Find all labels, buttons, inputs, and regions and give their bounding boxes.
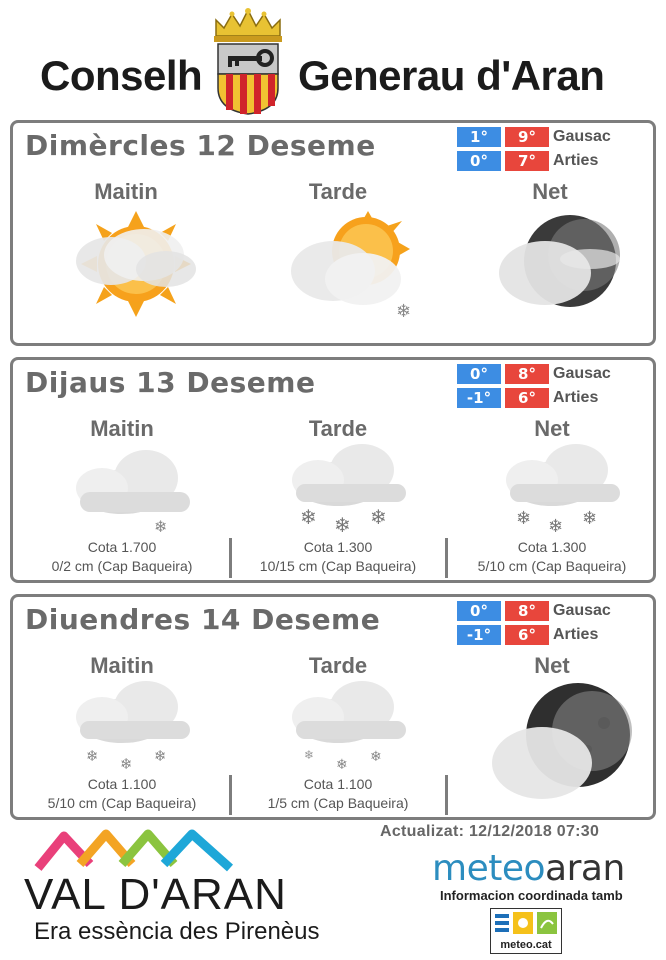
- location-label: Arties: [553, 389, 599, 406]
- day-card-2: [10, 357, 656, 583]
- period-label: Net: [534, 416, 570, 441]
- coat-of-arms-icon: [208, 6, 288, 116]
- location-label: Gausac: [553, 602, 611, 619]
- svg-text:❄: ❄: [300, 505, 317, 529]
- snow-amount: 1/5 cm (Cap Baqueira): [267, 795, 409, 811]
- day-title: Diuendres 14 Deseme: [25, 603, 381, 636]
- period-label: Net: [534, 653, 570, 678]
- day-card-3: [10, 594, 656, 820]
- moon-cloud-icon: [490, 209, 630, 319]
- max-temperature: 7°: [505, 151, 549, 171]
- min-temperature: 0°: [457, 364, 501, 384]
- header-title-left: Conselh: [40, 52, 203, 99]
- temperature-row-gausac: [457, 127, 643, 149]
- sun-cloud-icon: [66, 209, 206, 319]
- svg-text:❄: ❄: [304, 748, 315, 762]
- cloud-snow-icon: [278, 681, 418, 771]
- period-label: Tarde: [308, 416, 368, 441]
- period-label: Net: [532, 179, 568, 204]
- period-night: [447, 416, 657, 580]
- svg-text:❄: ❄: [154, 747, 167, 765]
- meteocat-icon: [495, 912, 557, 936]
- snow-level: Cota 1.100: [87, 776, 157, 792]
- period-morning: [17, 653, 227, 817]
- svg-text:❄: ❄: [582, 508, 598, 529]
- temperature-table: [457, 364, 643, 412]
- cloud-heavy-snow-icon: [278, 444, 418, 534]
- meteoaran-prefix: meteo: [432, 848, 546, 889]
- location-label: Gausac: [553, 365, 611, 382]
- sun-cloud-snow-icon: [278, 209, 418, 319]
- period-afternoon: [233, 416, 443, 580]
- header: [0, 0, 666, 118]
- period-label: Maitin: [94, 179, 158, 204]
- divider: [229, 775, 232, 815]
- val-daran-title: VAL D'ARAN: [24, 870, 287, 919]
- period-label: Maitin: [90, 416, 154, 441]
- cloud-heavy-snow-icon: [492, 444, 632, 534]
- snow-level: Cota 1.300: [517, 539, 587, 555]
- cloud-light-snow-icon: [62, 444, 202, 534]
- svg-text:❄: ❄: [336, 757, 348, 771]
- day-card-1: [10, 120, 656, 346]
- snow-level: Cota 1.700: [87, 539, 157, 555]
- location-label: Arties: [553, 152, 599, 169]
- temperature-row-gausac: [457, 601, 643, 623]
- svg-text:❄: ❄: [370, 505, 387, 529]
- svg-text:❄: ❄: [86, 747, 99, 765]
- cloud-snow-icon: [62, 681, 202, 771]
- temperature-row-gausac: [457, 364, 643, 386]
- snow-level: Cota 1.300: [303, 539, 373, 555]
- mountains-icon: [34, 824, 234, 874]
- max-temperature: 9°: [505, 127, 549, 147]
- val-daran-logo: [20, 824, 360, 954]
- period-night: [445, 179, 655, 339]
- meteoaran-subtitle: Informacion coordinada tamb: [440, 888, 623, 903]
- period-morning: [17, 416, 227, 580]
- location-label: Arties: [553, 626, 599, 643]
- svg-text:❄: ❄: [516, 508, 532, 529]
- period-label: Tarde: [308, 653, 368, 678]
- temperature-row-arties: [457, 388, 643, 410]
- temperature-table: [457, 601, 643, 649]
- period-morning: [21, 179, 231, 339]
- svg-text:❄: ❄: [120, 755, 133, 771]
- max-temperature: 8°: [505, 601, 549, 621]
- header-title-right: Generau d'Aran: [298, 52, 605, 99]
- temperature-row-arties: [457, 625, 643, 647]
- snow-amount: 10/15 cm (Cap Baqueira): [259, 558, 417, 574]
- max-temperature: 6°: [505, 625, 549, 645]
- last-updated: Actualizat: 12/12/2018 07:30: [380, 823, 600, 840]
- period-label: Maitin: [90, 653, 154, 678]
- min-temperature: -1°: [457, 625, 501, 645]
- svg-text:❄: ❄: [396, 301, 412, 319]
- svg-text:❄: ❄: [370, 749, 382, 765]
- snow-amount: 0/2 cm (Cap Baqueira): [51, 558, 193, 574]
- snow-level: Cota 1.100: [303, 776, 373, 792]
- min-temperature: 0°: [457, 601, 501, 621]
- period-afternoon: [233, 653, 443, 817]
- temperature-row-arties: [457, 151, 643, 173]
- meteoaran-suffix: aran: [545, 848, 625, 889]
- svg-text:❄: ❄: [334, 513, 351, 534]
- snow-amount: 5/10 cm (Cap Baqueira): [477, 558, 627, 574]
- max-temperature: 6°: [505, 388, 549, 408]
- moon-cloud-icon: [492, 679, 632, 809]
- min-temperature: 0°: [457, 151, 501, 171]
- max-temperature: 8°: [505, 364, 549, 384]
- day-title: Dijaus 13 Deseme: [25, 366, 316, 399]
- meteocat-label: meteo.cat: [500, 939, 552, 951]
- svg-text:❄: ❄: [548, 516, 564, 534]
- val-daran-tagline: Era essència des Pirenèus: [34, 918, 320, 945]
- day-title: Dimèrcles 12 Deseme: [25, 129, 376, 162]
- period-label: Tarde: [308, 179, 368, 204]
- period-afternoon: [233, 179, 443, 339]
- temperature-table: [457, 127, 643, 175]
- location-label: Gausac: [553, 128, 611, 145]
- min-temperature: -1°: [457, 388, 501, 408]
- min-temperature: 1°: [457, 127, 501, 147]
- snow-amount: 5/10 cm (Cap Baqueira): [47, 795, 197, 811]
- svg-text:❄: ❄: [154, 517, 168, 534]
- meteocat-logo: [490, 908, 562, 954]
- meteoaran-logo: [432, 848, 625, 889]
- divider: [229, 538, 232, 578]
- period-night: [447, 653, 657, 817]
